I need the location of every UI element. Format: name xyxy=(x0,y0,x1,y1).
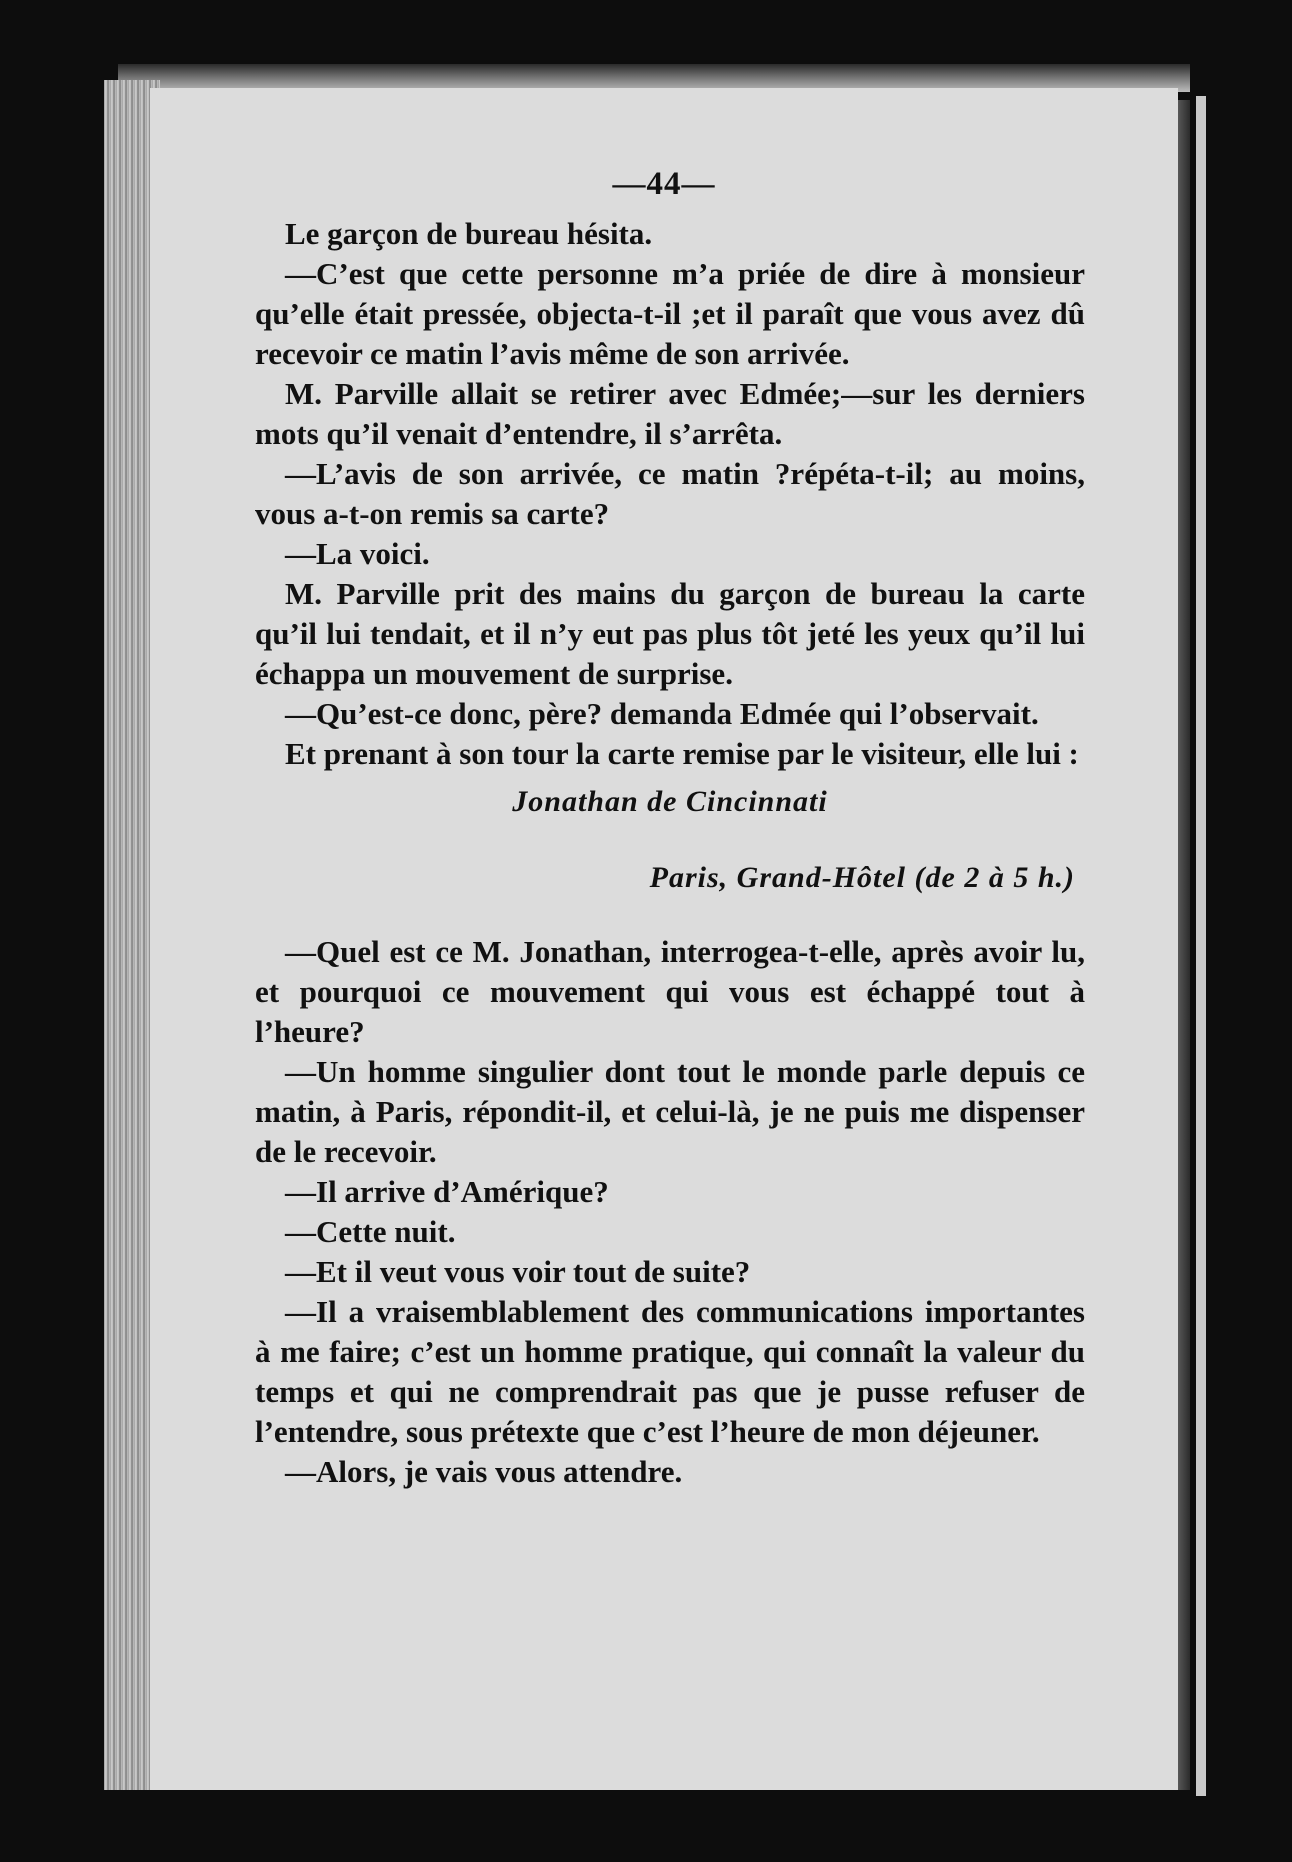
paragraph: Le garçon de bureau hésita. xyxy=(285,216,653,251)
visiting-card-address: Paris, Grand-Hôtel (de 2 à 5 h.) xyxy=(649,861,1075,894)
paragraph: —C’est que cette personne m’a priée de dire à monsieur qu’elle était pressée, objecta-t-il ;et il paraît que vous avez dû recevoir ce matin l’avis même de son arrivée. xyxy=(255,256,1085,371)
paragraph: —Un homme singulier dont tout le monde parle depuis ce matin, à Paris, répondit-il, et celui-là, je ne puis me dispenser de le recevoir. xyxy=(255,1054,1085,1169)
page-text xyxy=(255,214,1085,1492)
paragraph: —L’avis de son arrivée, ce matin ?répéta-t-il; au moins, vous a-t-on remis sa carte? xyxy=(255,456,1085,531)
paragraph: —Quel est ce M. Jonathan, interrogea-t-elle, après avoir lu, et pourquoi ce mouvement qui vous est échappé tout à l’heure? xyxy=(255,934,1085,1049)
page-number: —44— xyxy=(612,166,716,202)
paragraph: —Cette nuit. xyxy=(285,1214,456,1249)
paragraph: —La voici. xyxy=(285,536,430,571)
book-page xyxy=(150,88,1178,1790)
paragraph: M. Parville prit des mains du garçon de bureau la carte qu’il lui tendait, et il n’y eut pas plus tôt jeté les yeux qu’il lui échappa un mouvement de surprise. xyxy=(255,576,1085,691)
paragraph: —Il a vraisemblablement des communications importantes à me faire; c’est un homme pratique, qui connaît la valeur du temps et qui ne comprendrait pas que je pusse refuser de l’entendre, sous prétexte que c’est l’heure de mon déjeuner. xyxy=(255,1294,1085,1449)
visiting-card-name: Jonathan de Cincinnati xyxy=(512,785,828,818)
book-binding-edge xyxy=(1196,96,1206,1796)
paragraph: M. Parville allait se retirer avec Edmée;—sur les derniers mots qu’il venait d’entendre, il s’arrêta. xyxy=(255,376,1085,451)
paragraph: —Il arrive d’Amérique? xyxy=(285,1174,609,1209)
paragraph: —Qu’est-ce donc, père? demanda Edmée qui l’observait. xyxy=(285,696,1039,731)
paragraph: Et prenant à son tour la carte remise par le visiteur, elle lui : xyxy=(285,736,1079,771)
paragraph: —Et il veut vous voir tout de suite? xyxy=(285,1254,751,1289)
paragraph: —Alors, je vais vous attendre. xyxy=(285,1454,683,1489)
